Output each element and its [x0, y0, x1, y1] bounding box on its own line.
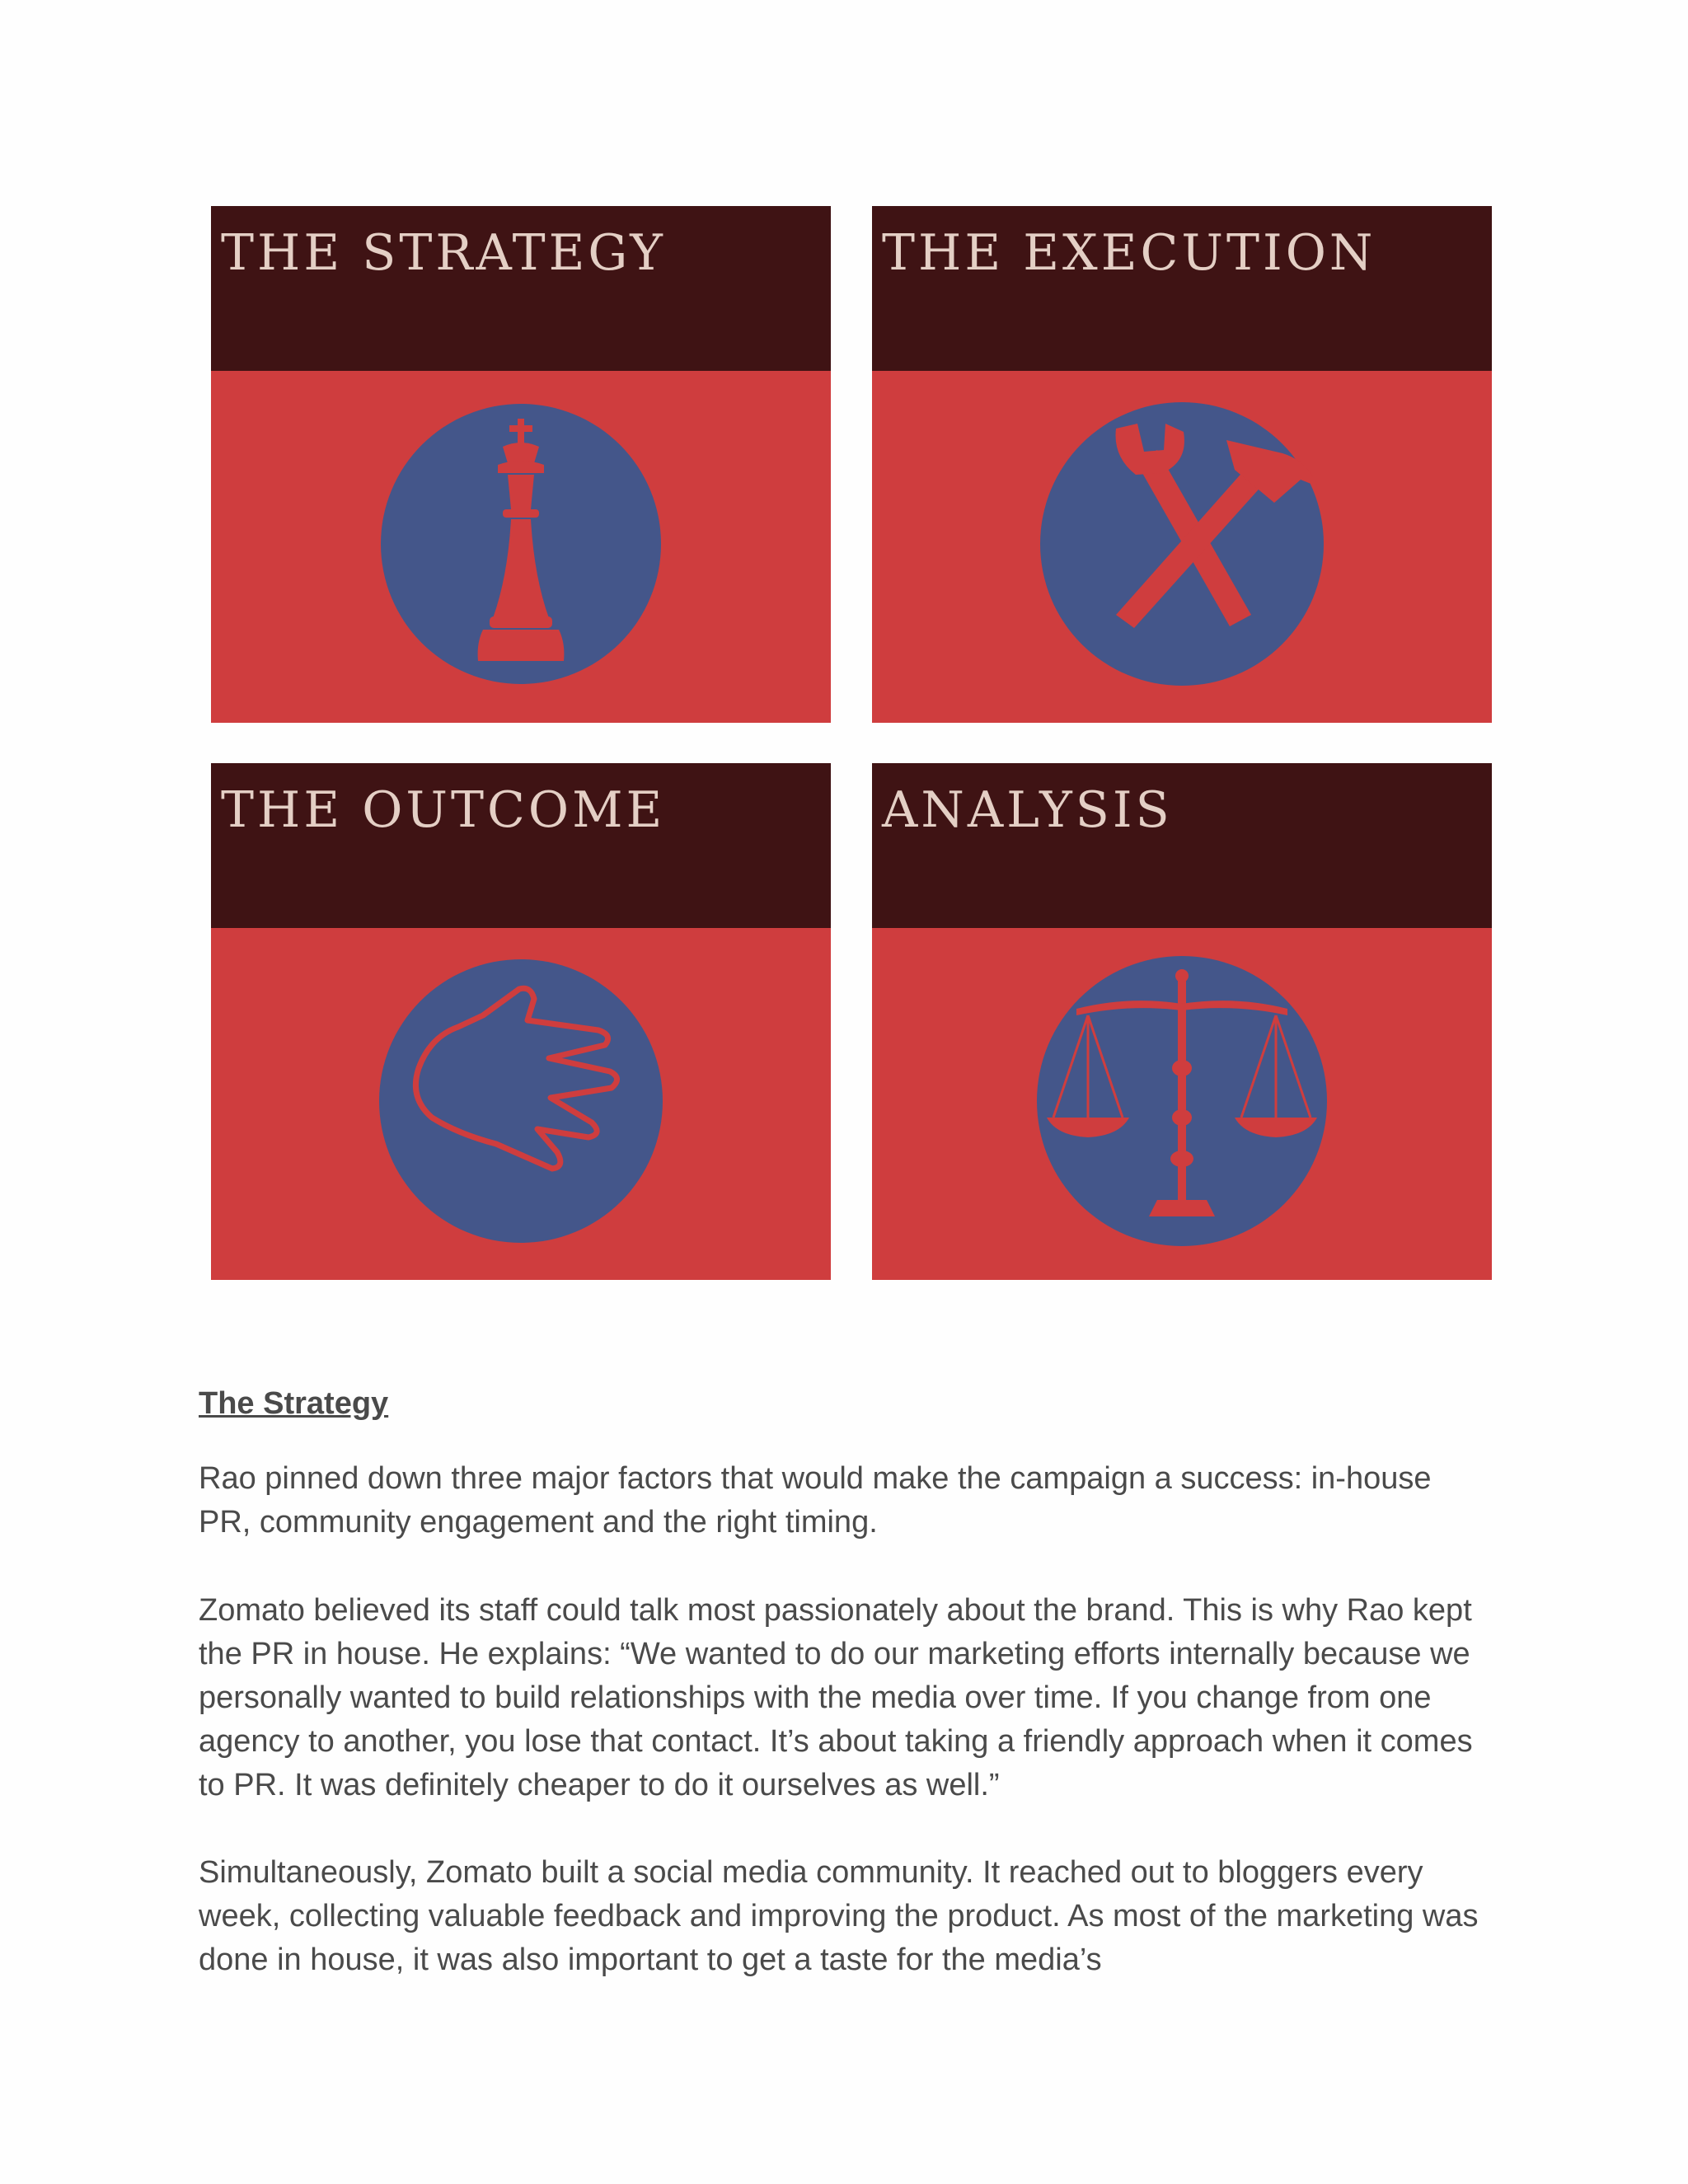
- open-hand-icon: [211, 928, 831, 1280]
- paragraph: [199, 1589, 1484, 1807]
- tile-execution: [872, 206, 1492, 723]
- paragraph: [199, 1457, 1484, 1544]
- tile-header: [211, 763, 831, 928]
- tile-title: ANALYSIS: [882, 781, 1173, 839]
- scales-icon: [872, 928, 1492, 1280]
- tile-panel: [872, 928, 1492, 1280]
- tile-header: [872, 763, 1492, 928]
- tile-strategy: [211, 206, 831, 723]
- wrench-hammer-icon: [872, 371, 1492, 723]
- tile-panel: [211, 371, 831, 723]
- paragraph-text: Zomato believed its staff could talk most passionately about the brand. This is why Rao kept the PR in house. He explains: “We wanted to do our marketing efforts internally because we personally wanted to build relationships with the media over time. If you change from one agency to another, you lose that contact. It’s about taking a friendly approach when it comes to PR. It was definitely cheaper to do it ourselves as well.”: [199, 1593, 1473, 1802]
- paragraph-text: Rao pinned down three major factors that would make the campaign a success: in-house PR, community engagement and the right timing.: [199, 1461, 1432, 1540]
- section-heading: The Strategy: [199, 1386, 389, 1421]
- tile-panel: [872, 371, 1492, 723]
- tile-title: THE OUTCOME: [221, 781, 666, 839]
- chess-king-icon: [211, 371, 831, 723]
- tile-outcome: [211, 763, 831, 1280]
- tile-title: THE EXECUTION: [882, 224, 1376, 282]
- tile-header: [872, 206, 1492, 371]
- tile-header: [211, 206, 831, 371]
- tile-title: THE STRATEGY: [221, 224, 666, 282]
- paragraph: [199, 1851, 1484, 1982]
- tile-panel: [211, 928, 831, 1280]
- tile-analysis: [872, 763, 1492, 1280]
- paragraph-text: Simultaneously, Zomato built a social media community. It reached out to bloggers every week, collecting valuable feedback and improving the product. As most of the marketing was done in house, it was also important to get a taste for the media’s: [199, 1855, 1479, 1977]
